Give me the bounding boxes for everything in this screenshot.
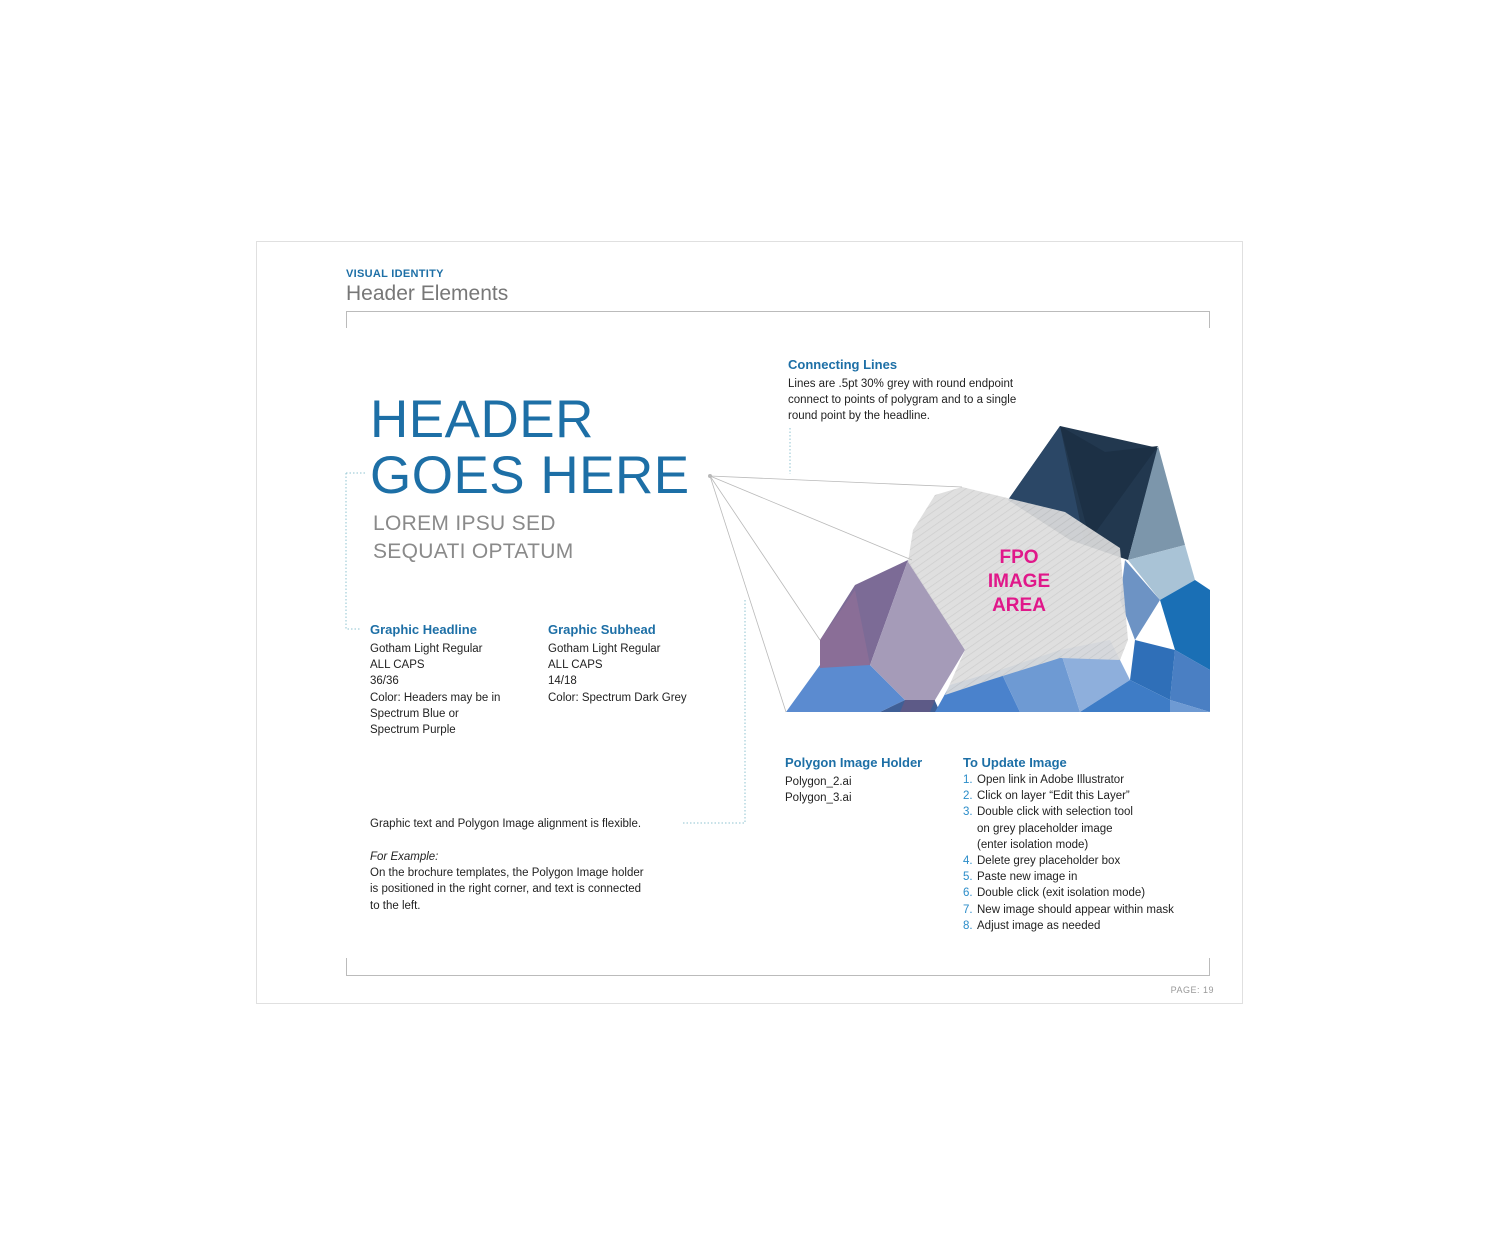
subhead-line: SEQUATI OPTATUM — [373, 540, 574, 563]
example-label: For Example: — [370, 851, 439, 863]
step-item: 7. New image should appear within mask — [963, 903, 1174, 916]
connecting-lines-heading: Connecting Lines — [788, 357, 898, 372]
alignment-note: Graphic text and Polygon Image alignment is flexible. — [370, 818, 642, 830]
step-item: 4. Delete grey placeholder box — [963, 855, 1121, 868]
polygon-shard — [900, 700, 935, 712]
step-item: 8. Adjust image as needed — [963, 919, 1101, 932]
fpo-label: FPO IMAGE AREA — [987, 547, 1051, 616]
connecting-line — [710, 476, 786, 712]
graphic-headline-heading: Graphic Headline — [370, 622, 477, 637]
file-name: Polygon_2.ai — [785, 776, 852, 788]
headline-line: GOES HERE — [370, 446, 690, 505]
graphic-headline-spec: Graphic Headline Gotham Light Regular ALL CAPS 36/36 Color: Headers may be in Spectrum Blue or Spectrum Purple — [370, 622, 501, 737]
update-image-heading: To Update Image — [963, 755, 1067, 770]
alignment-example: For Example: On the brochure templates, the Polygon Image holder is positioned in the right corner, and text is connected to the left. — [370, 851, 644, 912]
headline-line: HEADER — [370, 390, 594, 449]
step-item: 5. Paste new image in — [963, 871, 1078, 884]
step-item: 3. Double click with selection tool on grey placeholder image (enter isolation mode) — [963, 806, 1133, 851]
graphic-subhead-heading: Graphic Subhead — [548, 622, 656, 637]
step-item: 1. Open link in Adobe Illustrator — [963, 774, 1125, 786]
callout-guide — [683, 600, 745, 823]
steps-list — [963, 772, 1174, 934]
page-title: Header Elements — [346, 282, 509, 305]
step-item: 2. Click on layer “Edit this Layer” — [963, 790, 1130, 803]
graphic-subhead — [373, 510, 574, 566]
connecting-lines-note: Connecting Lines Lines are .5pt 30% grey with round endpoint connect to points of polygram and to a single round point by the headline. — [788, 357, 1017, 423]
bottom-bracket-rule — [346, 958, 1210, 976]
polygon-holder-heading: Polygon Image Holder — [785, 755, 923, 770]
section-eyebrow: VISUAL IDENTITY — [346, 268, 444, 280]
update-image-instructions — [963, 755, 1174, 934]
connecting-line — [710, 476, 912, 560]
graphic-subhead-spec: Graphic Subhead Gotham Light Regular ALL CAPS 14/18 Color: Spectrum Dark Grey — [548, 622, 687, 704]
polygon-holder-spec — [785, 755, 922, 806]
page-number: PAGE: 19 — [1170, 985, 1214, 995]
file-name: Polygon_3.ai — [785, 792, 852, 805]
subhead-line: LOREM IPSU SED — [373, 512, 556, 535]
callout-guide — [346, 473, 360, 629]
connecting-line — [710, 476, 962, 487]
step-item: 6. Double click (exit isolation mode) — [963, 887, 1146, 900]
headline-anchor-point — [708, 474, 712, 478]
connecting-line — [710, 476, 820, 640]
graphic-headline — [370, 392, 690, 504]
